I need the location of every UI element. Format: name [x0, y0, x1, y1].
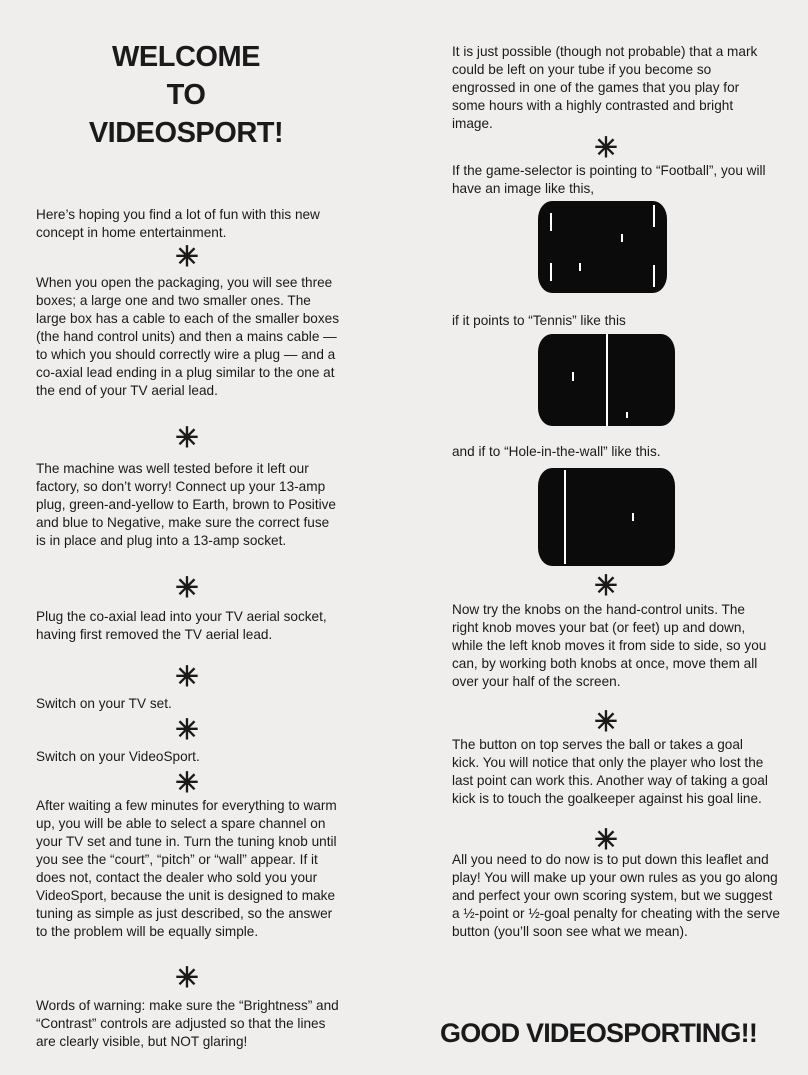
- page-title: [36, 38, 336, 152]
- play-paragraph: All you need to do now is to put down this leaflet and play! You will make up your own rules as you go along and perfect your own scoring system, but we suggest a ½-point or ½-goal penalty for cheating with the serve button (you’ll soon see what we mean).: [452, 852, 780, 939]
- packaging-paragraph: When you open the packaging, you will see three boxes; a large one and two smaller ones. The large box has a cable to each of the smaller boxes (the hand control units) and then a mains cable — to which you should correctly wire a plug — and a co-axial lead ending in a plug similar to the one at the end of your TV aerial lead.: [36, 275, 340, 398]
- serve-button-paragraph: The button on top serves the ball or takes a goal kick. You will notice that only the player who lost the last point can work this. Another way of taking a goal kick is to touch the goalkeeper against his goal line.: [452, 737, 768, 806]
- title-line-1: WELCOME: [112, 41, 260, 73]
- connection-paragraph: The machine was well tested before it left our factory, so don’t worry! Connect up your 13-amp plug, green-and-yellow to Earth, brown to Positive and blue to Negative, make sure the correct fuse is in place and plug into a 13-amp socket.: [36, 461, 336, 548]
- asterisk-divider-icon: ✳: [175, 661, 199, 692]
- asterisk-divider-icon: ✳: [594, 570, 618, 601]
- player-bat: [621, 234, 623, 242]
- football-paragraph: If the game-selector is pointing to “Football”, you will have an image like this,: [452, 163, 766, 196]
- asterisk-divider-icon: ✳: [175, 572, 199, 603]
- goal-line-right: [653, 205, 655, 227]
- tennis-right-bat: [626, 412, 628, 418]
- hole-in-the-wall-screen-diagram: [538, 468, 675, 566]
- goalkeeper-left-bat: [550, 213, 552, 231]
- asterisk-divider-icon: ✳: [594, 132, 618, 163]
- closing-slogan: GOOD VIDEOSPORTING!!: [440, 1018, 758, 1048]
- tennis-left-bat: [572, 372, 574, 381]
- asterisk-divider-icon: ✳: [175, 422, 199, 453]
- asterisk-divider-icon: ✳: [175, 241, 199, 272]
- aerial-paragraph: Plug the co-axial lead into your TV aerial socket, having first removed the TV aerial lead.: [36, 609, 327, 642]
- title-line-2: TO: [166, 79, 206, 111]
- knobs-paragraph: Now try the knobs on the hand-control units. The right knob moves your bat (or feet) up and down, while the left knob moves it from side to side, so you can, by working both knobs at once, move them all over your half of the screen.: [452, 602, 767, 689]
- player-bat: [579, 263, 581, 271]
- asterisk-divider-icon: ✳: [175, 714, 199, 745]
- asterisk-divider-icon: ✳: [175, 962, 199, 993]
- switch-videosport-paragraph: Switch on your VideoSport.: [36, 749, 200, 764]
- asterisk-divider-icon: ✳: [175, 767, 199, 798]
- tuning-paragraph: After waiting a few minutes for everything to warm up, you will be able to select a spare channel on your TV set and tune in. Turn the tuning knob until you see the “court”, “pitch” or “wall” appear. If it does not, contact the dealer who sold you your VideoSport, because the unit is designed to make tuning as simple as just described, so the answer to the problem will be equally simple.: [36, 798, 337, 939]
- hole-in-the-wall-bat: [632, 513, 634, 521]
- asterisk-divider-icon: ✳: [594, 824, 618, 855]
- screen-burn-paragraph: It is just possible (though not probable) that a mark could be left on your tube if you become so engrossed in one of the games that you play for some hours with a highly contrasted and bright image.: [452, 44, 758, 131]
- warning-paragraph: Words of warning: make sure the “Brightness” and “Contrast” controls are adjusted so that the lines are clearly visible, but NOT glaring!: [36, 998, 339, 1049]
- title-line-3: VIDEOSPORT!: [88, 117, 284, 149]
- goalkeeper-left-bat-lower: [550, 263, 552, 281]
- tennis-net-line: [606, 334, 608, 426]
- switch-tv-paragraph: Switch on your TV set.: [36, 696, 172, 711]
- football-screen-diagram: [538, 201, 667, 293]
- tennis-screen-diagram: [538, 334, 675, 426]
- tennis-paragraph: if it points to “Tennis” like this: [452, 313, 626, 328]
- wall-line: [564, 470, 566, 564]
- intro-paragraph: Here’s hoping you find a lot of fun with this new concept in home entertainment.: [36, 207, 320, 240]
- hole-in-the-wall-paragraph: and if to “Hole-in-the-wall” like this.: [452, 444, 661, 459]
- goal-line-right-lower: [653, 265, 655, 287]
- asterisk-divider-icon: ✳: [594, 706, 618, 737]
